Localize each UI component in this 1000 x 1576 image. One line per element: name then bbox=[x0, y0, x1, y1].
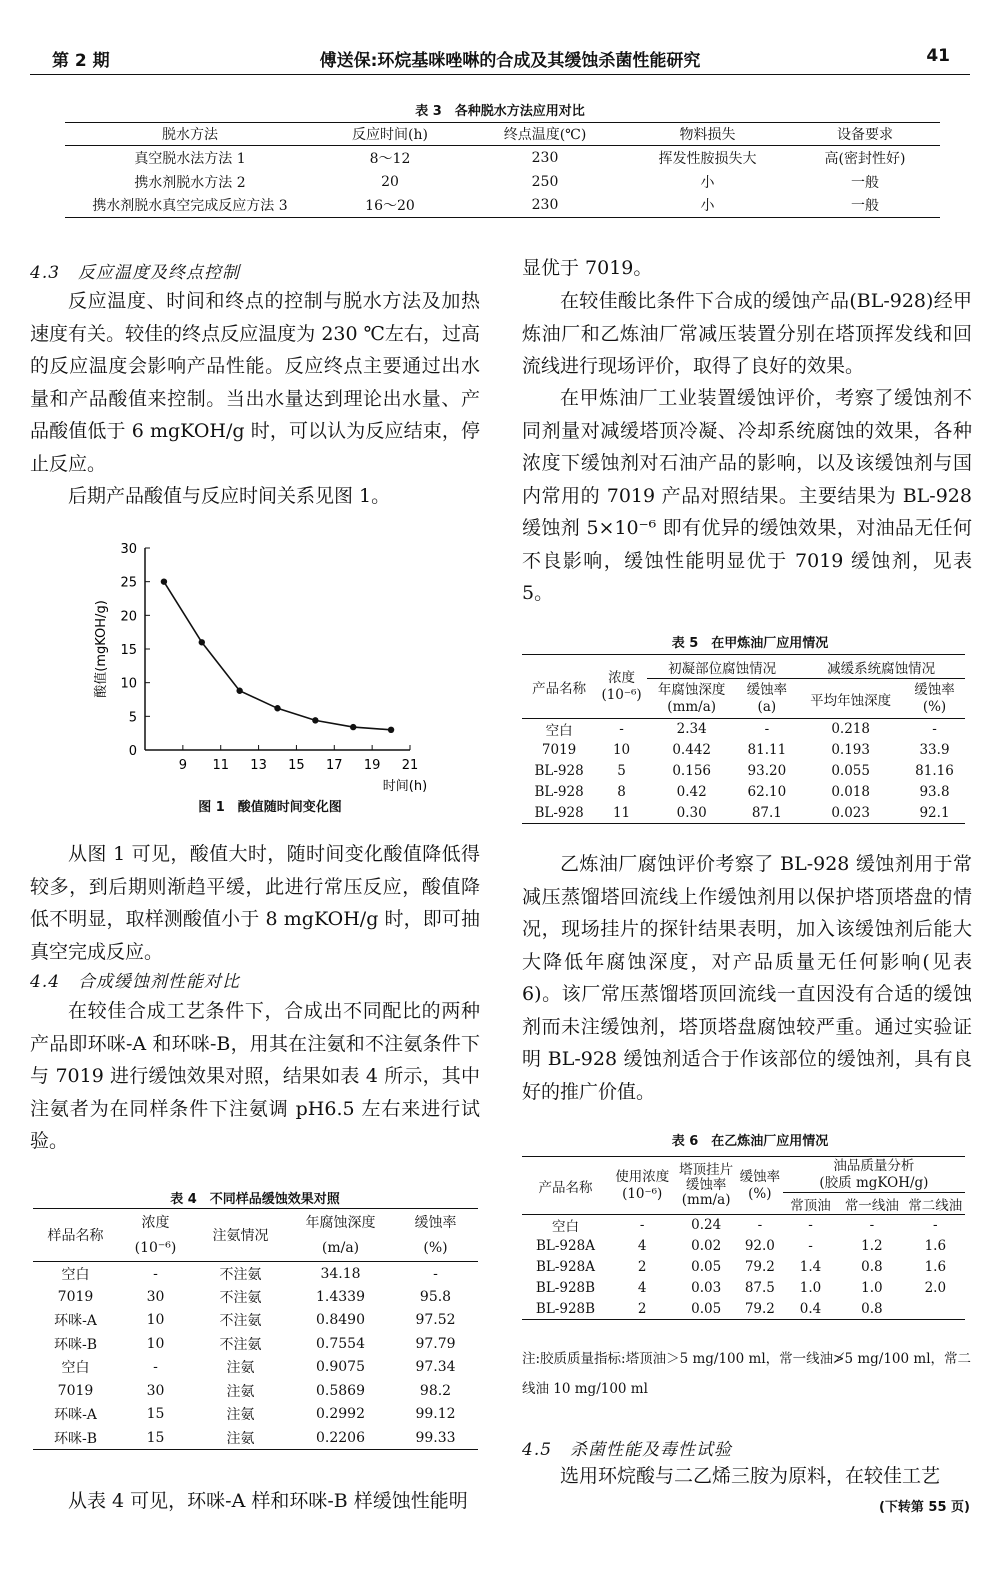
table-cell: 1.2 bbox=[861, 1238, 883, 1254]
table-cell: 环咪-B bbox=[53, 1430, 98, 1447]
table3-header: 设备要求 bbox=[837, 127, 893, 143]
header-rule bbox=[30, 74, 970, 75]
table-row bbox=[33, 1403, 478, 1427]
table6-header bbox=[675, 1157, 736, 1215]
table-cell: 0.023 bbox=[831, 804, 870, 821]
table6-header: 常顶油 bbox=[790, 1197, 831, 1214]
table-row bbox=[33, 1379, 478, 1403]
x-tick-label: 19 bbox=[363, 758, 381, 773]
table-cell: 0.2206 bbox=[316, 1429, 365, 1446]
table3-header: 脱水方法 bbox=[162, 127, 218, 143]
table-cell: 33.9 bbox=[919, 742, 950, 758]
table4-header-unit: (m/a) bbox=[321, 1240, 360, 1257]
table5-header-conc: 浓度 bbox=[608, 669, 636, 686]
table-row bbox=[522, 1215, 965, 1236]
table5-header-depth: 年腐蚀深度 bbox=[657, 681, 726, 698]
paragraph: 显优于 7019。 bbox=[522, 257, 653, 279]
table-cell: 0.05 bbox=[691, 1300, 722, 1317]
table6-header-rate: 缓蚀率 bbox=[739, 1168, 781, 1185]
table-cell: 小 bbox=[700, 198, 715, 215]
table-row bbox=[522, 719, 965, 740]
table-cell: 不注氨 bbox=[219, 1336, 262, 1353]
table5-header bbox=[736, 679, 797, 719]
table5 bbox=[522, 654, 965, 824]
table-cell: BL-928A bbox=[535, 1238, 595, 1254]
table-cell: 4 bbox=[637, 1238, 647, 1254]
table3 bbox=[65, 122, 940, 218]
table-cell: 一般 bbox=[851, 198, 879, 215]
table-row bbox=[33, 1285, 478, 1309]
table-cell: BL-928 bbox=[534, 804, 584, 821]
data-point bbox=[350, 724, 356, 730]
paragraph: 反应温度、时间和终点的控制与脱水方法及加热速度有关。较佳的终点反应温度为 230 ℃左右，过高的反应温度会影响产品性能。反应终点主要通过出水量和产品酸值来控制。当出水量达到理论出水量、产品酸值低于 6 mgKOH/g 时，可以认为反应结束，停止反应。 bbox=[30, 290, 480, 475]
table-cell: 230 bbox=[531, 149, 559, 166]
data-point bbox=[388, 727, 394, 733]
table-row bbox=[65, 146, 940, 170]
table-cell: - bbox=[932, 721, 937, 738]
table-cell: 10 bbox=[146, 1312, 165, 1329]
table-cell: 环咪-B bbox=[53, 1336, 98, 1353]
table-cell: - bbox=[808, 1217, 813, 1234]
table-cell: 携水剂脱水真空完成反应方法 3 bbox=[92, 198, 288, 215]
table-cell: 不注氨 bbox=[219, 1313, 262, 1330]
paragraph: 在较佳合成工艺条件下，合成出不同配比的两种产品即环咪-A 和环咪-B，用其在注氨和不注氨条件下与 7019 进行缓蚀效果对照，结果如表 4 所示，其中注氨者为在同样条件下注氨调 pH6.5 左右来进行试验。 bbox=[30, 1000, 480, 1152]
table-cell: 空白 bbox=[551, 1219, 579, 1236]
y-tick-label: 25 bbox=[120, 575, 137, 591]
table-cell: 0.8490 bbox=[316, 1312, 365, 1329]
table4 bbox=[33, 1208, 478, 1450]
table-cell: 99.33 bbox=[415, 1429, 456, 1446]
table3-header: 物料损失 bbox=[679, 127, 736, 143]
table-cell: 0.193 bbox=[831, 742, 870, 758]
table-cell: 1.4339 bbox=[316, 1288, 365, 1305]
paragraph: 选用环烷酸与二乙烯三胺为原料，在较佳工艺 bbox=[560, 1465, 941, 1487]
x-tick-label: 15 bbox=[288, 758, 305, 773]
table-cell: 79.2 bbox=[744, 1259, 775, 1275]
x-axis-label: 时间(h) bbox=[382, 779, 428, 794]
table-cell: 2.0 bbox=[924, 1280, 947, 1296]
table-cell: 挥发性胺损失大 bbox=[658, 150, 757, 167]
table-cell: 10 bbox=[612, 742, 631, 758]
table-cell: 注氨 bbox=[226, 1407, 255, 1424]
table-cell: BL-928 bbox=[534, 784, 584, 800]
table6-caption: 表 6 在乙炼油厂应用情况 bbox=[671, 1134, 829, 1149]
table-cell: 0.2992 bbox=[316, 1406, 365, 1423]
table5-header-rate: 缓蚀率 bbox=[914, 681, 955, 698]
table-cell: 空白 bbox=[61, 1360, 90, 1377]
table-cell: 30 bbox=[146, 1382, 165, 1399]
table5-header-rate: 缓蚀率 bbox=[746, 681, 788, 698]
data-point bbox=[236, 688, 242, 694]
table-cell: 0.02 bbox=[691, 1238, 722, 1254]
table-cell: 93.20 bbox=[747, 763, 787, 779]
table-cell: - bbox=[153, 1359, 158, 1376]
table6 bbox=[522, 1156, 965, 1320]
table-cell: BL-928B bbox=[535, 1280, 596, 1296]
table-cell: 小 bbox=[700, 174, 715, 191]
figure1-chart bbox=[75, 530, 455, 800]
issue-number: 第 2 期 bbox=[52, 51, 110, 71]
paragraph: 从图 1 可见，酸值大时，随时间变化酸值降低得较多，到后期则渐趋平缓，此进行常压反应，酸值降低不明显，取样测酸值小于 8 mgKOH/g 时，即可抽真空完成反应。 bbox=[30, 843, 480, 963]
table-row bbox=[33, 1426, 478, 1450]
y-tick-label: 15 bbox=[120, 643, 137, 658]
table-cell: 20 bbox=[381, 173, 399, 190]
x-tick-label: 9 bbox=[178, 758, 187, 773]
table5-header bbox=[647, 679, 736, 719]
table-cell: 0.7554 bbox=[316, 1335, 365, 1352]
table-cell: 0.018 bbox=[831, 784, 870, 800]
table-cell: - bbox=[619, 721, 624, 738]
table5-header-depth-unit: (mm/a) bbox=[667, 698, 717, 715]
table6-header-probe-unit: (mm/a) bbox=[681, 1192, 731, 1208]
table-cell: 环咪-A bbox=[54, 1313, 97, 1330]
table-cell: 87.5 bbox=[744, 1280, 775, 1296]
table-cell: 7019 bbox=[57, 1288, 94, 1305]
table-cell: 0.42 bbox=[676, 784, 707, 800]
table4-header-unit: (%) bbox=[423, 1240, 448, 1257]
table5-header bbox=[904, 679, 965, 719]
table5-header bbox=[596, 655, 647, 719]
y-tick-label: 30 bbox=[120, 542, 137, 557]
table-cell: 10 bbox=[146, 1335, 165, 1352]
table5-header-conc-unit: (10⁻⁶) bbox=[601, 686, 642, 703]
table-cell: 99.12 bbox=[415, 1406, 456, 1423]
table-cell: 0.156 bbox=[672, 763, 711, 779]
table-cell: 8～12 bbox=[369, 150, 411, 167]
table-cell: 2 bbox=[637, 1259, 647, 1275]
table-row bbox=[522, 803, 965, 824]
table4-caption: 表 4 不同样品缓蚀效果对照 bbox=[170, 1192, 340, 1207]
table-row bbox=[522, 740, 965, 761]
table-row bbox=[522, 1278, 965, 1299]
table5-header-rate-unit: (a) bbox=[757, 698, 777, 715]
table-cell: 7019 bbox=[57, 1382, 94, 1399]
table5-caption: 表 5 在甲炼油厂应用情况 bbox=[671, 636, 829, 651]
table-cell: 7019 bbox=[541, 742, 577, 758]
table3-header: 反应时间(h) bbox=[352, 127, 428, 143]
table-cell: 一般 bbox=[851, 174, 879, 191]
table-cell: 0.442 bbox=[672, 742, 711, 758]
table4-header: 浓度 bbox=[141, 1215, 170, 1232]
table-cell: - bbox=[764, 721, 770, 738]
running-title: 傅送保:环烷基咪唑啉的合成及其缓蚀杀菌性能研究 bbox=[319, 51, 701, 71]
table-cell: 0.055 bbox=[831, 763, 870, 779]
table-cell bbox=[906, 1299, 965, 1320]
table-row bbox=[522, 1299, 965, 1320]
table-cell: 15 bbox=[146, 1429, 165, 1446]
table-cell: - bbox=[153, 1265, 158, 1282]
y-tick-label: 5 bbox=[128, 710, 137, 726]
table-row bbox=[33, 1332, 478, 1356]
table-cell: 62.10 bbox=[747, 784, 787, 800]
table4-header-unit: (10⁻⁶) bbox=[134, 1240, 177, 1257]
table-cell: - bbox=[869, 1217, 875, 1234]
table-cell: 1.6 bbox=[924, 1238, 947, 1254]
table-cell: 0.4 bbox=[799, 1300, 822, 1317]
table6-header-quality: 油品质量分析 bbox=[833, 1157, 915, 1174]
x-tick-label: 11 bbox=[212, 758, 229, 773]
table-cell: 2.34 bbox=[676, 721, 707, 738]
table-cell: - bbox=[639, 1217, 645, 1234]
table-cell: 空白 bbox=[545, 723, 573, 740]
table-cell: 1.0 bbox=[861, 1280, 883, 1296]
table-row bbox=[522, 761, 965, 782]
table-cell: 97.52 bbox=[415, 1312, 456, 1329]
table-cell: - bbox=[433, 1265, 438, 1282]
table6-note: 注:胶质质量指标:塔顶油＞5 mg/100 ml，常一线油≯5 mg/100 ml，常二线油 10 mg/100 ml bbox=[522, 1351, 972, 1397]
paragraph: 在甲炼油厂工业装置缓蚀评价，考察了缓蚀剂不同剂量对减缓塔顶冷凝、冷却系统腐蚀的效果，各种浓度下缓蚀剂对石油产品的影响，以及该缓蚀剂与国内常用的 7019 产品对照结果。主要结果为 BL-928 缓蚀剂 5×10⁻⁶ 即有优异的缓蚀效果，对油品无任何不良影响，缓蚀性能明显优于 7019 缓蚀剂，见表 5。 bbox=[522, 387, 972, 604]
table5-group-header: 初凝部位腐蚀情况 bbox=[647, 655, 797, 679]
y-tick-label: 10 bbox=[120, 676, 137, 692]
y-axis-label: 酸值(mgKOH/g) bbox=[94, 600, 109, 698]
table-cell: BL-928B bbox=[535, 1300, 596, 1317]
table5-header: 产品名称 bbox=[522, 655, 596, 719]
table-cell: 0.9075 bbox=[316, 1359, 365, 1376]
table-cell: 不注氨 bbox=[219, 1289, 262, 1306]
y-tick-label: 20 bbox=[120, 609, 137, 625]
table-cell: 不注氨 bbox=[219, 1266, 262, 1283]
table-cell: 250 bbox=[531, 173, 559, 190]
table5-header: 平均年蚀深度 bbox=[810, 692, 892, 709]
table-cell: 81.16 bbox=[915, 763, 954, 779]
table-cell: 97.34 bbox=[415, 1359, 456, 1376]
table-cell: 0.30 bbox=[676, 804, 707, 821]
table5-group-header: 减缓系统腐蚀情况 bbox=[797, 655, 965, 679]
table6-header: 常二线油 bbox=[908, 1197, 963, 1214]
table-cell: 注氨 bbox=[226, 1430, 255, 1447]
table-cell: BL-928A bbox=[535, 1259, 595, 1275]
table4-header: 缓蚀率 bbox=[414, 1215, 457, 1232]
table-cell: 2 bbox=[637, 1300, 647, 1317]
table6-header bbox=[609, 1157, 676, 1215]
table-cell: 0.218 bbox=[831, 721, 870, 738]
table-cell: - bbox=[933, 1217, 938, 1234]
table4-header: 样品名称 bbox=[33, 1209, 118, 1262]
table-cell: 环咪-A bbox=[54, 1407, 97, 1424]
table6-header: 产品名称 bbox=[522, 1157, 609, 1215]
table-row bbox=[65, 170, 940, 194]
table6-header-conc: 使用浓度 bbox=[615, 1168, 670, 1185]
table6-header: 常一线油 bbox=[844, 1197, 899, 1214]
table4-header: 年腐蚀深度 bbox=[305, 1215, 376, 1232]
table-cell: 0.8 bbox=[861, 1300, 883, 1317]
data-point bbox=[312, 717, 318, 723]
table-row bbox=[33, 1309, 478, 1333]
section-4-5-title: 4.5 杀菌性能及毒性试验 bbox=[522, 1440, 733, 1460]
table-row bbox=[522, 1257, 965, 1278]
table-cell: 98.2 bbox=[419, 1382, 452, 1399]
x-tick-label: 13 bbox=[250, 758, 267, 773]
table3-caption: 表 3 各种脱水方法应用对比 bbox=[415, 104, 585, 119]
data-point bbox=[274, 705, 280, 711]
table4-header: 注氨情况 bbox=[193, 1209, 288, 1262]
table-cell: 0.03 bbox=[691, 1280, 722, 1296]
table-cell: 87.1 bbox=[751, 804, 782, 821]
table-row bbox=[33, 1262, 478, 1286]
y-tick-label: 0 bbox=[128, 744, 137, 759]
table-cell: 4 bbox=[637, 1280, 647, 1296]
section-4-3-title: 4.3 反应温度及终点控制 bbox=[30, 263, 241, 283]
table6-group-header bbox=[783, 1157, 965, 1193]
table-cell: 16～20 bbox=[365, 198, 415, 215]
table-cell: 93.8 bbox=[919, 784, 950, 800]
table-cell: 1.4 bbox=[799, 1259, 822, 1275]
table-cell: - bbox=[757, 1217, 763, 1234]
table-cell: 92.1 bbox=[919, 804, 950, 821]
table-cell: 空白 bbox=[61, 1266, 90, 1283]
data-point bbox=[161, 578, 167, 584]
table-cell: 5 bbox=[617, 763, 626, 779]
table5-header-rate-unit: (%) bbox=[922, 698, 947, 715]
table6-header bbox=[737, 1157, 783, 1215]
table-cell: 8 bbox=[617, 784, 626, 800]
table-cell: 230 bbox=[531, 197, 559, 214]
table6-header-rate-unit: (%) bbox=[748, 1185, 772, 1202]
table-cell: - bbox=[808, 1238, 813, 1254]
table-cell: 0.5869 bbox=[316, 1382, 365, 1399]
table-cell: 11 bbox=[612, 804, 631, 821]
table-cell: 携水剂脱水方法 2 bbox=[134, 174, 246, 191]
table6-header-probe-rate: 缓蚀率 bbox=[685, 1177, 727, 1193]
table-cell: 0.24 bbox=[691, 1217, 722, 1234]
x-tick-label: 21 bbox=[401, 758, 419, 773]
table-row bbox=[522, 782, 965, 803]
table6-header-quality-unit: (胶质 mgKOH/g) bbox=[819, 1174, 929, 1191]
table-cell: 97.79 bbox=[415, 1335, 456, 1352]
continued-note: (下转第 55 页) bbox=[878, 1500, 970, 1515]
table-cell: 92.0 bbox=[744, 1238, 775, 1254]
page-number: 41 bbox=[926, 46, 950, 66]
table3-header: 终点温度(℃) bbox=[503, 127, 587, 143]
table-cell: 注氨 bbox=[226, 1360, 255, 1377]
section-4-4-title: 4.4 合成缓蚀剂性能对比 bbox=[30, 972, 241, 992]
table-row bbox=[65, 194, 940, 218]
table-cell: 1.0 bbox=[799, 1280, 822, 1296]
paragraph: 从表 4 可见，环咪-A 样和环咪-B 样缓蚀性能明 bbox=[68, 1490, 468, 1512]
paragraph: 后期产品酸值与反应时间关系见图 1。 bbox=[68, 485, 391, 507]
table-cell: 79.2 bbox=[744, 1300, 775, 1317]
x-tick-label: 17 bbox=[326, 758, 343, 773]
paragraph: 在较佳酸比条件下合成的缓蚀产品(BL-928)经甲炼油厂和乙炼油厂常减压装置分别在塔顶挥发线和回流线进行现场评价，取得了良好的效果。 bbox=[522, 290, 972, 377]
table-cell: 95.8 bbox=[419, 1288, 452, 1305]
table-cell: 高(密封性好) bbox=[824, 150, 906, 167]
table6-header-conc-unit: (10⁻⁶) bbox=[622, 1185, 663, 1202]
table-row bbox=[522, 1236, 965, 1257]
table-cell: BL-928 bbox=[534, 763, 584, 779]
table-cell: 15 bbox=[146, 1406, 165, 1423]
table-cell: 81.11 bbox=[747, 742, 787, 758]
table-cell: 1.6 bbox=[924, 1259, 947, 1275]
table-cell: 0.8 bbox=[861, 1259, 883, 1275]
figure1-caption: 图 1 酸值随时间变化图 bbox=[198, 800, 342, 815]
table-cell: 34.18 bbox=[320, 1265, 361, 1282]
table6-header-probe: 塔顶挂片 bbox=[679, 1162, 734, 1178]
data-point bbox=[199, 639, 205, 645]
table-cell: 真空脱水法方法 1 bbox=[134, 150, 246, 167]
table-row bbox=[33, 1356, 478, 1380]
paragraph: 乙炼油厂腐蚀评价考察了 BL-928 缓蚀剂用于常减压蒸馏塔回流线上作缓蚀剂用以保护塔顶塔盘的情况，现场挂片的探针结果表明，加入该缓蚀剂后能大大降低年腐蚀深度，对产品质量无任何影响(见表 6)。该厂常压蒸馏塔顶回流线一直因没有合适的缓蚀剂而未注缓蚀剂，塔顶塔盘腐蚀较严重。通过实验证明 BL-928 缓蚀剂适合于作该部位的缓蚀剂，具有良好的推广价值。 bbox=[522, 853, 972, 1103]
table-cell: 注氨 bbox=[226, 1383, 255, 1400]
table-cell: 0.05 bbox=[691, 1259, 722, 1275]
table-cell: 30 bbox=[146, 1288, 165, 1305]
